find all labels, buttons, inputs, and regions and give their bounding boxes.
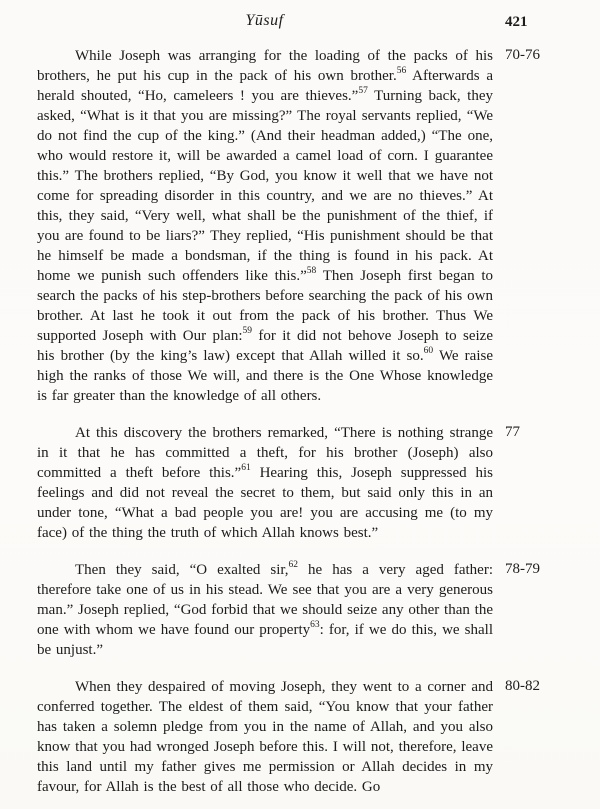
paragraph-text: At this discovery the brothers remarked, “There is nothing strange in it that he has committed a theft, for his brother (Joseph) also committed a theft before this.”$^{61}$ Hearing this, Joseph suppressed his feelings and did not reveal the secret to them, but said only this in an under tone, “What a bad people you are! you are accusing me (to my face) of the thing the truth of which Allah knows best.” — [37, 425, 493, 541]
paragraph — [37, 560, 570, 660]
verse-number: 77 — [505, 424, 520, 440]
footnote-ref: 63 — [310, 620, 320, 630]
verse-number: 80-82 — [505, 678, 540, 694]
verse-number: 78-79 — [505, 561, 540, 577]
verse-number: 70-76 — [505, 47, 540, 63]
footnote-ref: 60 — [423, 346, 434, 356]
paragraph-text: When they despaired of moving Joseph, they went to a corner and conferred together. The eldest of them said, “You know that your father has taken a solemn pledge from you in the name of Allah, and you also know that you had wronged Joseph before this. I will not, therefore, leave this land until my father gives me permission or Allah decides in my favour, for Allah is the best of all those who decide. Go — [37, 679, 493, 795]
page-body — [37, 46, 570, 797]
page-number: 421 — [505, 14, 528, 30]
paragraph — [37, 677, 570, 797]
running-title: Yūsuf — [245, 12, 284, 29]
paragraph — [37, 46, 570, 406]
footnote-ref: 58 — [306, 266, 317, 276]
footnote-ref: 57 — [358, 86, 368, 96]
footnote-ref: 59 — [242, 326, 252, 336]
footnote-ref: 61 — [241, 463, 251, 473]
paragraph — [37, 423, 570, 543]
page-header — [37, 12, 570, 42]
footnote-ref: 56 — [396, 66, 407, 76]
footnote-ref: 62 — [288, 560, 299, 570]
paragraph-text: Then they said, “O exalted sir,$^{62}$ he has a very aged father: therefore take one of us in his stead. We see that you are a very generous man.” Joseph replied, “God forbid that we should seize any other than the one with whom we have found our property$^{63}$: for, if we do this, we shall be unjust.” — [37, 560, 494, 658]
paragraph-text: While Joseph was arranging for the loading of the packs of his brothers, he put his cup in the pack of his own brother.$^{56}$ Afterwards a herald shouted, “Ho, cameleers ! you are thieves.”$^{57}$ Turning back, they asked, “What is it that you are missing?” The royal servants replied, “We do not find the cup of the king.” (And their headman added,) “The one, who would restore it, will be awarded a camel load of corn. I guarantee this.” The brothers replied, “By God, you know it well that we have not come for spreading disorder in this country, and we are no thieves.” At this, they said, “Very well, what shall be the punishment of the thief, if you are found to be liars?” They replied, “His punishment should be that he himself be made a bondsman, if the thing is found in his pack. At home we punish such offenders like this.”$^{58}$ Then Joseph first began to search the packs of his step-brothers before searching the pack of his own brother. At last he took it out from the pack of his brother. Thus We supported Joseph with Our plan:$^{59}$ for it did not behove Joseph to seize his brother (by the king’s law) except that Allah willed it so.$^{60}$ We raise high the ranks of those We will, and there is the One Whose knowledge is far greater than the knowledge of all others. — [37, 48, 493, 404]
